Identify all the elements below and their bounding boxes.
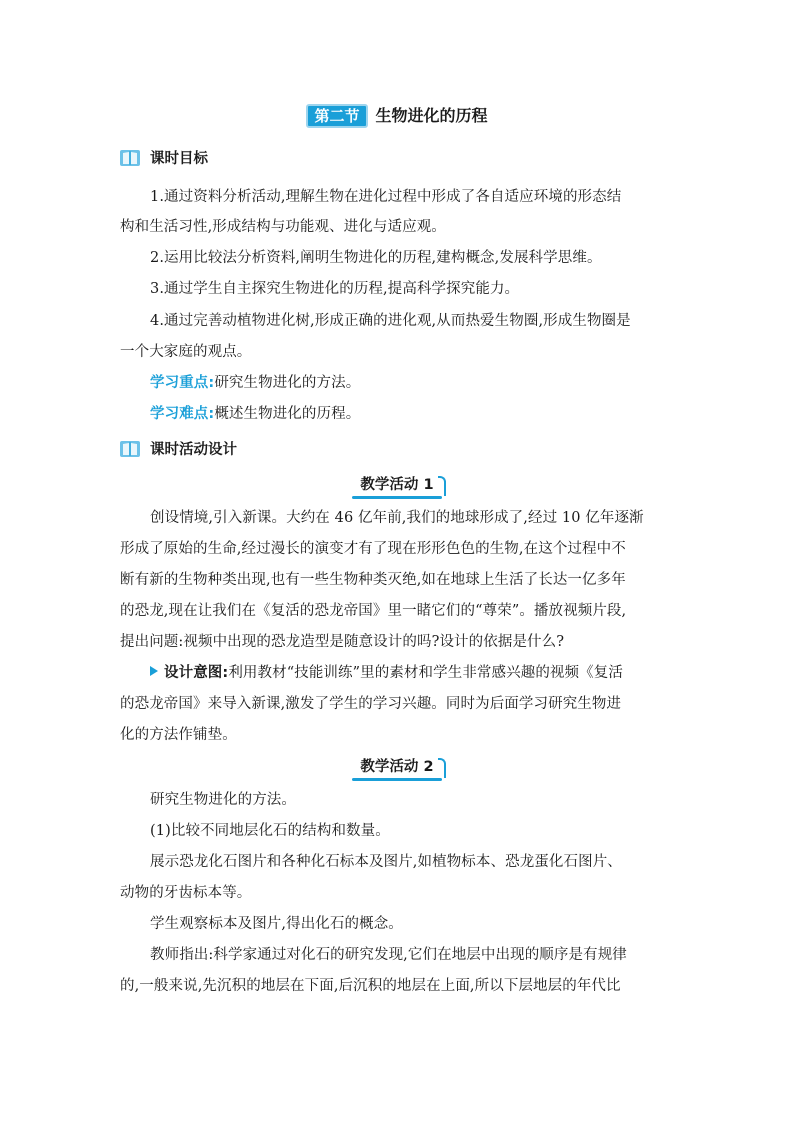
activity-1-paragraph-line: 形成了原始的生命,经过漫长的演变才有了现在形形色色的生物,在这个过程中不 (120, 541, 626, 557)
activity-label: 教学活动 1 (360, 477, 434, 493)
activity-2-heading (0, 756, 794, 780)
triangle-bullet-icon (150, 666, 158, 676)
section-label: 课时目标 (150, 151, 208, 167)
activity-1-paragraph-line: 创设情境,引入新课。大约在 46 亿年前,我们的地球形成了,经过 10 亿年逐渐 (150, 510, 644, 526)
activity-1-heading (0, 474, 794, 498)
activity-2-line: 教师指出:科学家通过对化石的研究发现,它们在地层中出现的顺序是有规律 (150, 947, 627, 963)
goal-1-line-1: 1.通过资料分析活动,理解生物在进化过程中形成了各自适应环境的形态结 (150, 189, 622, 205)
activity-label: 教学活动 2 (360, 759, 434, 775)
section-badge: 第二节 (306, 104, 367, 128)
activity-1-paragraph-line: 提出问题:视频中出现的恐龙造型是随意设计的吗?设计的依据是什么? (120, 634, 565, 650)
difficult-point-text: 概述生物进化的历程。 (214, 406, 361, 422)
activity-2-line: (1)比较不同地层化石的结构和数量。 (150, 823, 390, 839)
goal-2: 2.运用比较法分析资料,阐明生物进化的历程,建构概念,发展科学思维。 (150, 250, 602, 266)
activity-2-line: 学生观察标本及图片,得出化石的概念。 (150, 916, 403, 932)
title-text: 生物进化的历程 (375, 106, 488, 125)
design-intent-label: 设计意图: (164, 665, 229, 681)
key-point-label: 学习重点: (150, 375, 215, 391)
section-label: 课时活动设计 (150, 442, 237, 458)
goal-1-line-2: 构和生活习性,形成结构与功能观、进化与适应观。 (120, 219, 446, 235)
key-point-text: 研究生物进化的方法。 (214, 375, 361, 391)
goal-4-line-2: 一个大家庭的观点。 (120, 344, 252, 360)
design-intent-line-2: 的恐龙帝国》来导入新课,激发了学生的学习兴趣。同时为后面学习研究生物进 (120, 696, 622, 712)
activity-2-line: 展示恐龙化石图片和各种化石标本及图片,如植物标本、恐龙蛋化石图片、 (150, 854, 622, 870)
activity-1-paragraph-line: 的恐龙,现在让我们在《复活的恐龙帝国》里一睹它们的“尊荣”。播放视频片段, (120, 603, 627, 619)
difficult-point-label: 学习难点: (150, 406, 215, 422)
design-intent-text: 利用教材“技能训练”里的素材和学生非常感兴趣的视频《复活 (228, 665, 623, 681)
design-intent-line-3: 化的方法作铺垫。 (120, 727, 237, 743)
goal-4-line-1: 4.通过完善动植物进化树,形成正确的进化观,从而热爱生物圈,形成生物圈是 (150, 313, 631, 329)
difficult-point (150, 403, 680, 425)
activity-2-line: 研究生物进化的方法。 (150, 792, 296, 808)
key-point (150, 372, 680, 394)
goal-3: 3.通过学生自主探究生物进化的历程,提高科学探究能力。 (150, 281, 520, 297)
activity-1-paragraph-line: 断有新的生物种类出现,也有一些生物种类灭绝,如在地球上生活了长达一亿多年 (120, 572, 626, 588)
book-icon (120, 149, 140, 167)
activity-2-line: 的,一般来说,先沉积的地层在下面,后沉积的地层在上面,所以下层地层的年代比 (120, 978, 621, 994)
design-intent (150, 662, 680, 684)
book-icon (120, 440, 140, 458)
activity-2-line: 动物的牙齿标本等。 (120, 885, 252, 901)
page-title (0, 104, 794, 128)
